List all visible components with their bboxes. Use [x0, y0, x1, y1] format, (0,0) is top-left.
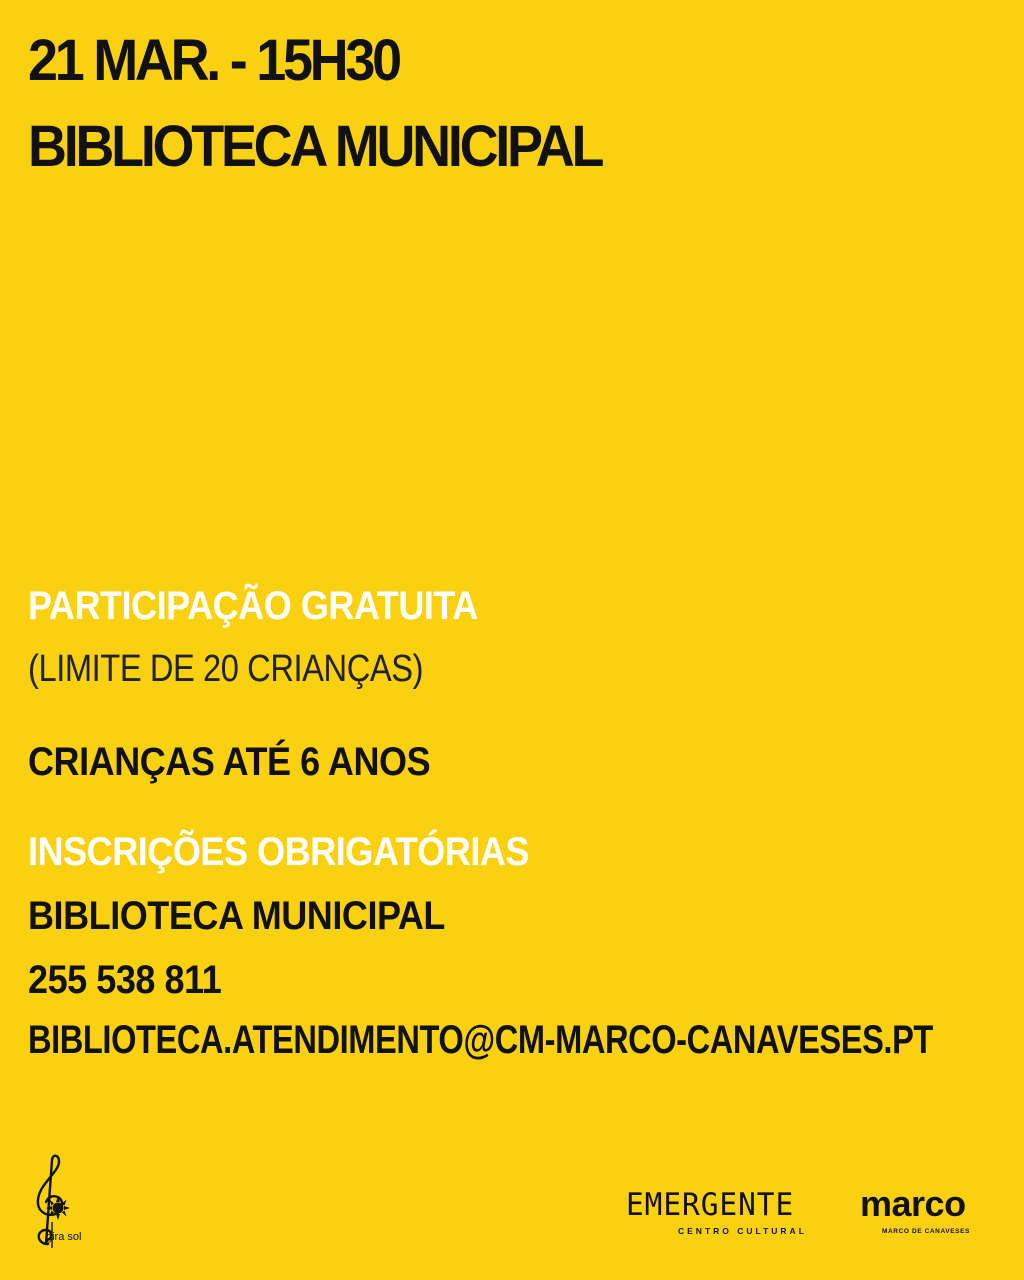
registration-place: BIBLIOTECA MUNICIPAL [28, 894, 445, 938]
girasol-logo-text: gira sol [46, 1231, 82, 1243]
registration-title: INSCRIÇÕES OBRIGATÓRIAS [28, 830, 530, 874]
marco-logo: marco [860, 1183, 966, 1224]
marco-logo-subtitle: MARCO DE CANAVESES [882, 1228, 970, 1235]
contact-email[interactable]: BIBLIOTECA.ATENDIMENTO@CM-MARCO-CANAVESES.PT [28, 1018, 933, 1062]
emergente-logo-subtitle: CENTRO CULTURAL [678, 1226, 807, 1236]
event-date-time: 21 MAR. - 15H30 [28, 28, 399, 93]
age-requirement: CRIANÇAS ATÉ 6 ANOS [28, 740, 431, 784]
participation-label: PARTICIPAÇÃO GRATUITA [28, 584, 478, 628]
participant-limit: (LIMITE DE 20 CRIANÇAS) [28, 648, 424, 690]
emergente-logo: EMERGENTE [626, 1187, 795, 1223]
contact-phone[interactable]: 255 538 811 [28, 958, 222, 1002]
event-venue: BIBLIOTECA MUNICIPAL [28, 114, 602, 179]
